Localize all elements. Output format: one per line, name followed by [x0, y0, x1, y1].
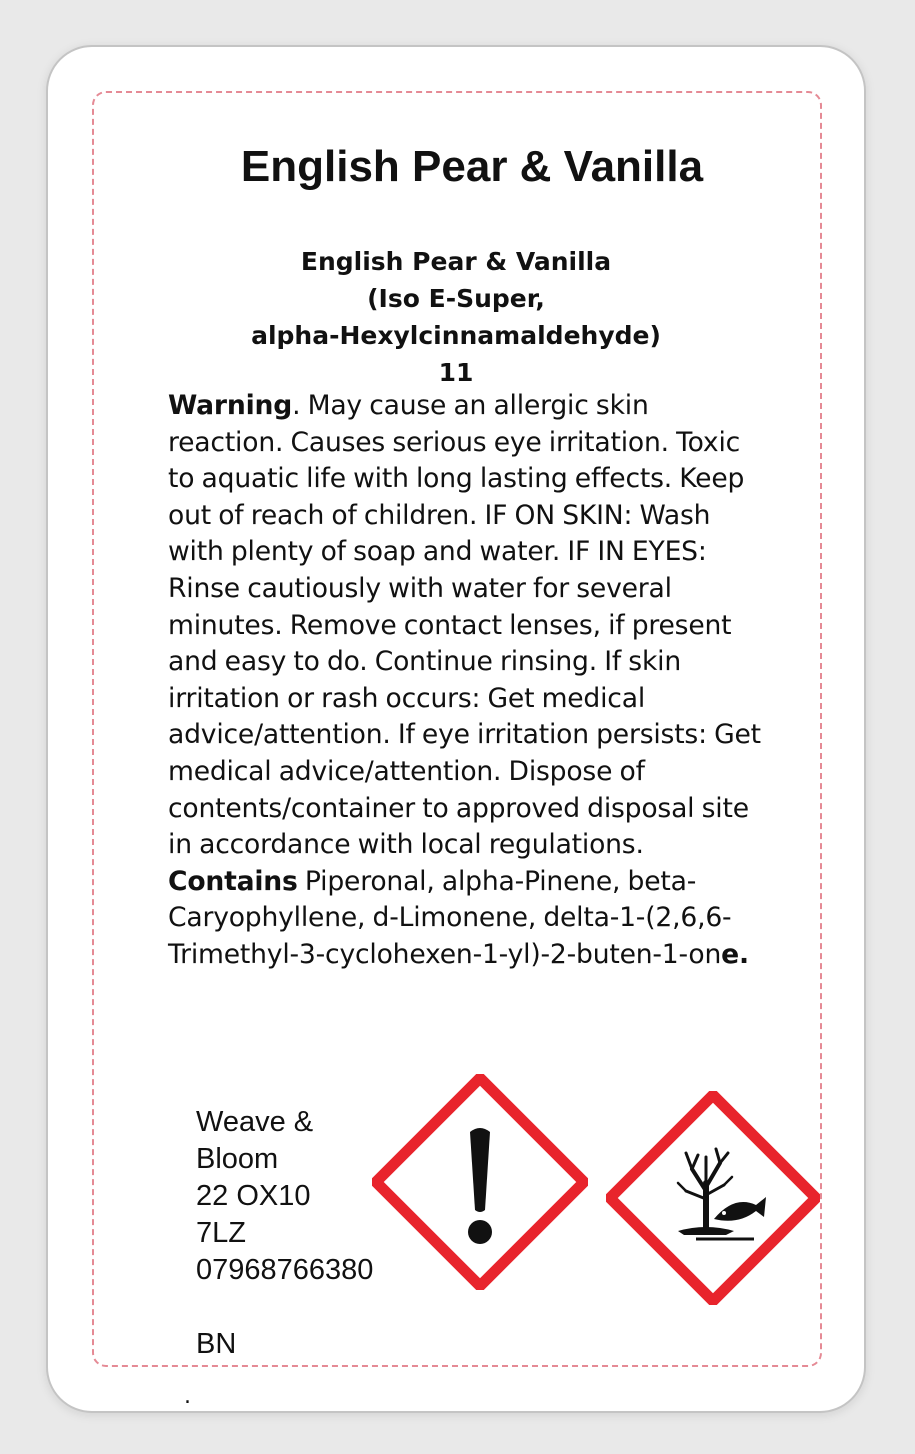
- hazard-statements: [168, 388, 768, 974]
- address-line: [196, 1289, 373, 1326]
- signal-word: Warning: [168, 390, 293, 421]
- supplier-address: [196, 1104, 373, 1363]
- trailing-dot: .: [184, 1384, 191, 1409]
- product-line: 11: [438, 358, 474, 387]
- address-line: 7LZ: [196, 1217, 246, 1249]
- address-line: BN: [196, 1328, 237, 1360]
- product-line: (Iso E-Super,: [367, 284, 545, 313]
- address-line: 07968766380: [196, 1254, 374, 1286]
- product-line: alpha-Hexylcinnamaldehyde): [251, 321, 661, 350]
- environment-hazard-icon: [606, 1091, 820, 1305]
- exclamation-mark-icon: [372, 1074, 588, 1290]
- address-line: Bloom: [196, 1143, 279, 1175]
- contains-text: Piperonal, alpha-Pinene, beta-Caryophyllene, d-Limonene, delta-1-(2,6,6-Trimethyl-3-cyclohexen-1-yl)-2-buten-1-on: [168, 865, 732, 970]
- label-title: English Pear & Vanilla: [240, 142, 704, 191]
- address-line: 22 OX10: [196, 1180, 311, 1212]
- contains-label: Contains: [168, 865, 298, 897]
- product-line: English Pear & Vanilla: [300, 247, 612, 276]
- product-name-block: [168, 243, 744, 391]
- hazard-text: . May cause an allergic skin reaction. Causes serious eye irritation. Toxic to aquatic life with long lasting effects. Keep out of reach of children. IF ON SKIN: Wash with plenty of soap and water. IF IN EYES: Rinse cautiously with water for several minutes. Remove contact lenses, if present and easy to do. Continue rinsing. If skin irritation or rash occurs: Get medical advice/attention. If eye irritation persists: Get medical advice/attention. Dispose of contents/container to approved disposal site in accordance with local regulations.: [168, 390, 761, 861]
- contains-end: e.: [721, 938, 749, 970]
- address-line: Weave &: [196, 1106, 314, 1138]
